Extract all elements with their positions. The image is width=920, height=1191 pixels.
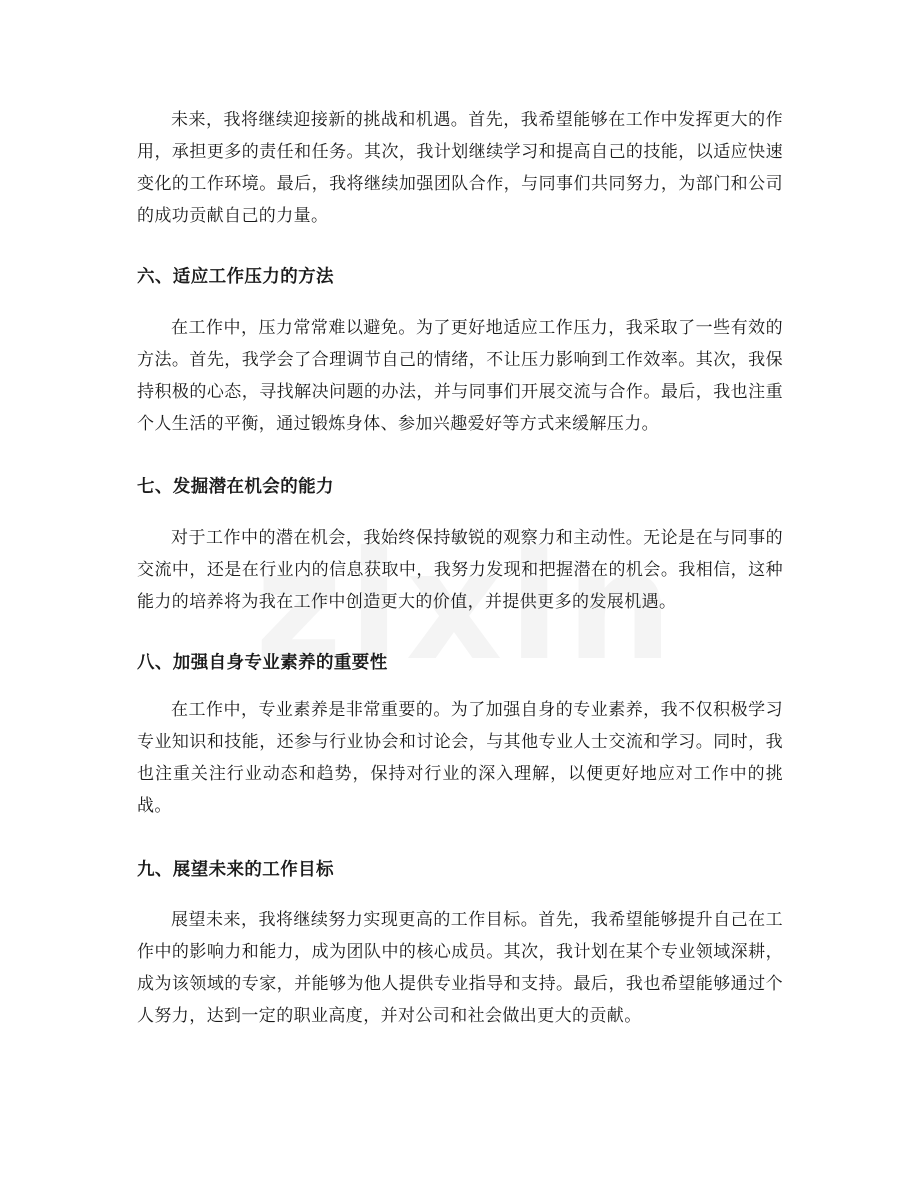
paragraph-future-intro: 未来，我将继续迎接新的挑战和机遇。首先，我希望能够在工作中发挥更大的作用，承担更多的责任和任务。其次，我计划继续学习和提高自己的技能，以适应快速变化的工作环境。最后，我将继续加强团队合作，与同事们共同努力，为部门和公司的成功贡献自己的力量。 <box>137 110 783 226</box>
heading-section-7: 七、发掘潜在机会的能力 <box>137 477 334 497</box>
heading-section-6: 六、适应工作压力的方法 <box>137 267 334 287</box>
paragraph-section-7: 对于工作中的潜在机会，我始终保持敏锐的观察力和主动性。无论是在与同事的交流中，还是在行业内的信息获取中，我努力发现和把握潜在的机会。我相信，这种能力的培养将为我在工作中创造更大的价值，并提供更多的发展机遇。 <box>137 528 783 612</box>
paragraph-section-9: 展望未来，我将继续努力实现更高的工作目标。首先，我希望能够提升自己在工作中的影响力和能力，成为团队中的核心成员。其次，我计划在某个专业领域深耕，成为该领域的专家，并能够为他人提供专业指导和支持。最后，我也希望能够通过个人努力，达到一定的职业高度，并对公司和社会做出更大的贡献。 <box>137 910 783 1026</box>
paragraph-section-8: 在工作中，专业素养是非常重要的。为了加强自身的专业素养，我不仅积极学习专业知识和技能，还参与行业协会和讨论会，与其他专业人士交流和学习。同时，我也注重关注行业动态和趋势，保持对行业的深入理解，以便更好地应对工作中的挑战。 <box>137 700 783 816</box>
heading-section-9: 九、展望未来的工作目标 <box>137 860 334 880</box>
heading-section-8: 八、加强自身专业素养的重要性 <box>137 653 388 673</box>
paragraph-section-6: 在工作中，压力常常难以避免。为了更好地适应工作压力，我采取了一些有效的方法。首先，我学会了合理调节自己的情绪，不让压力影响到工作效率。其次，我保持积极的心态，寻找解决问题的办法，并与同事们开展交流与合作。最后，我也注重个人生活的平衡，通过锻炼身体、参加兴趣爱好等方式来缓解压力。 <box>137 318 783 434</box>
